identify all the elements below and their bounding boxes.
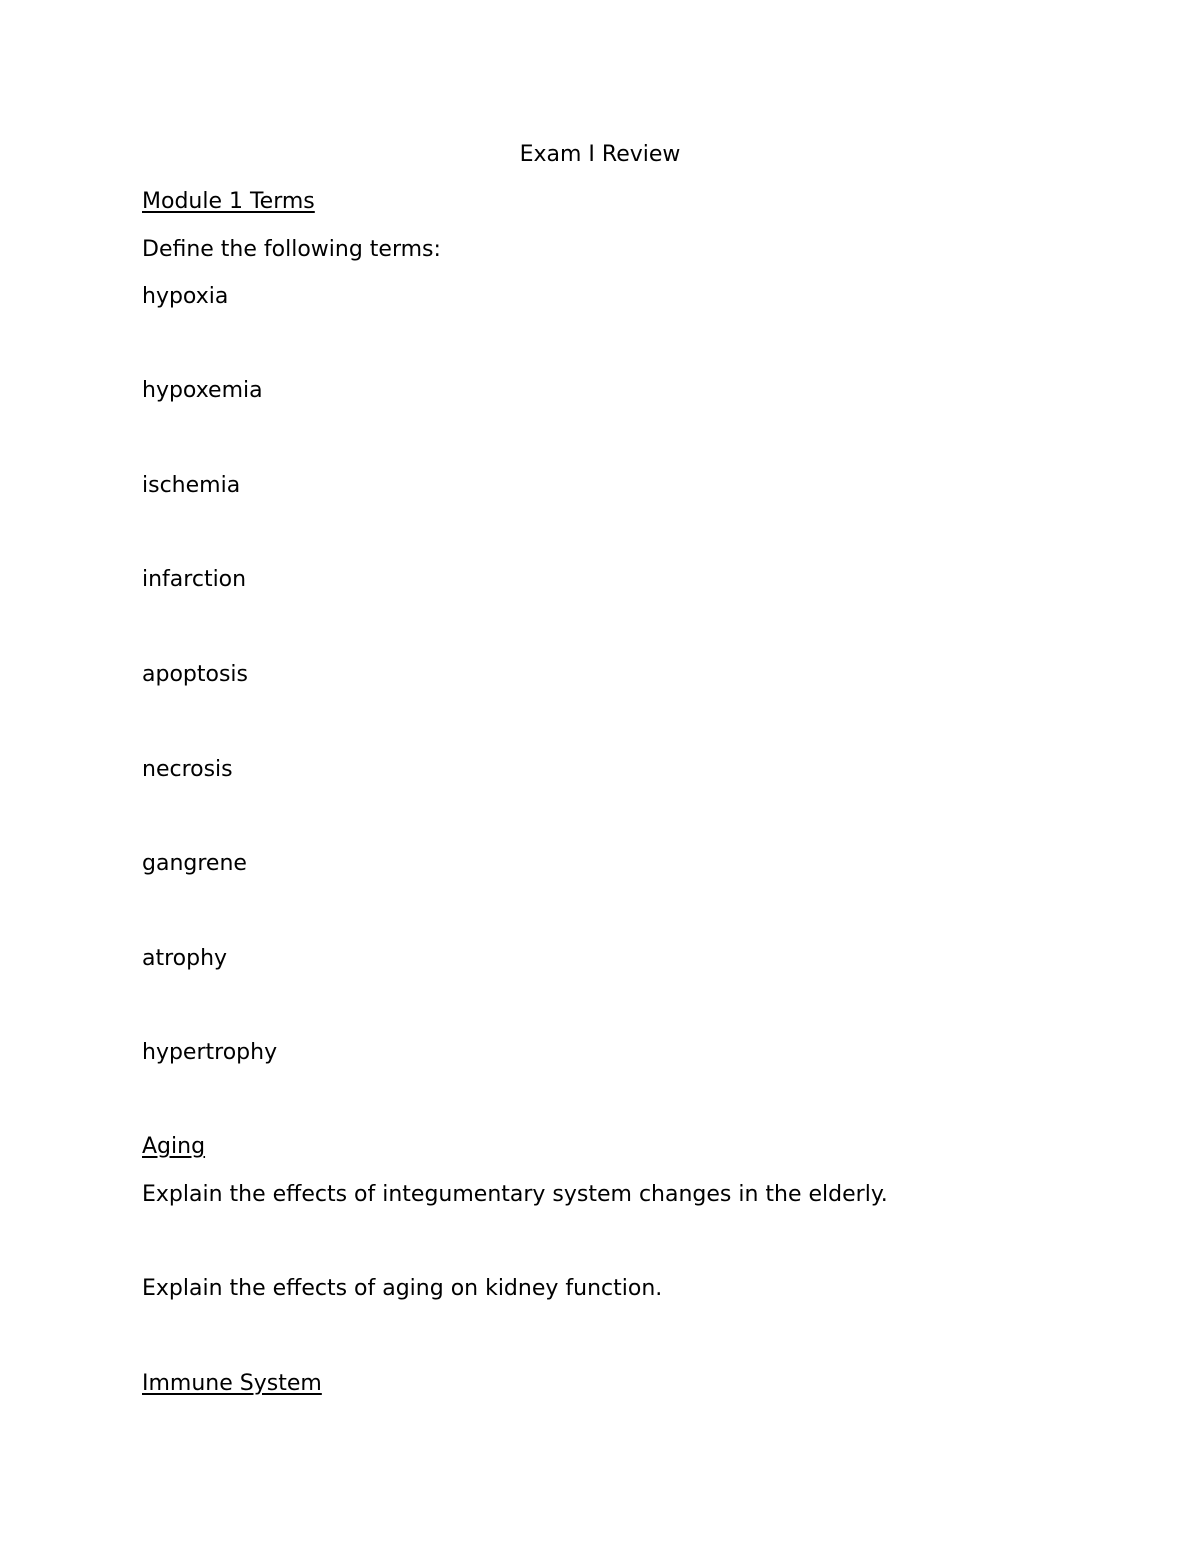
- module1-instruction: Define the following terms:: [142, 237, 441, 262]
- document-title: Exam I Review: [519, 142, 681, 167]
- term-ischemia: ischemia: [142, 473, 241, 498]
- term-hypoxemia: hypoxemia: [142, 378, 263, 403]
- term-hypoxia: hypoxia: [142, 284, 229, 309]
- term-hypertrophy: hypertrophy: [142, 1040, 278, 1065]
- aging-heading: Aging: [142, 1134, 206, 1159]
- term-necrosis: necrosis: [142, 757, 233, 782]
- term-apoptosis: apoptosis: [142, 662, 248, 687]
- term-atrophy: atrophy: [142, 946, 228, 971]
- term-gangrene: gangrene: [142, 851, 247, 876]
- term-infarction: infarction: [142, 567, 247, 592]
- aging-question-integumentary: Explain the effects of integumentary system changes in the elderly.: [142, 1182, 888, 1207]
- immune-system-heading: Immune System: [142, 1371, 322, 1396]
- module1-heading: Module 1 Terms: [142, 189, 315, 214]
- aging-question-kidney: Explain the effects of aging on kidney function.: [142, 1276, 663, 1301]
